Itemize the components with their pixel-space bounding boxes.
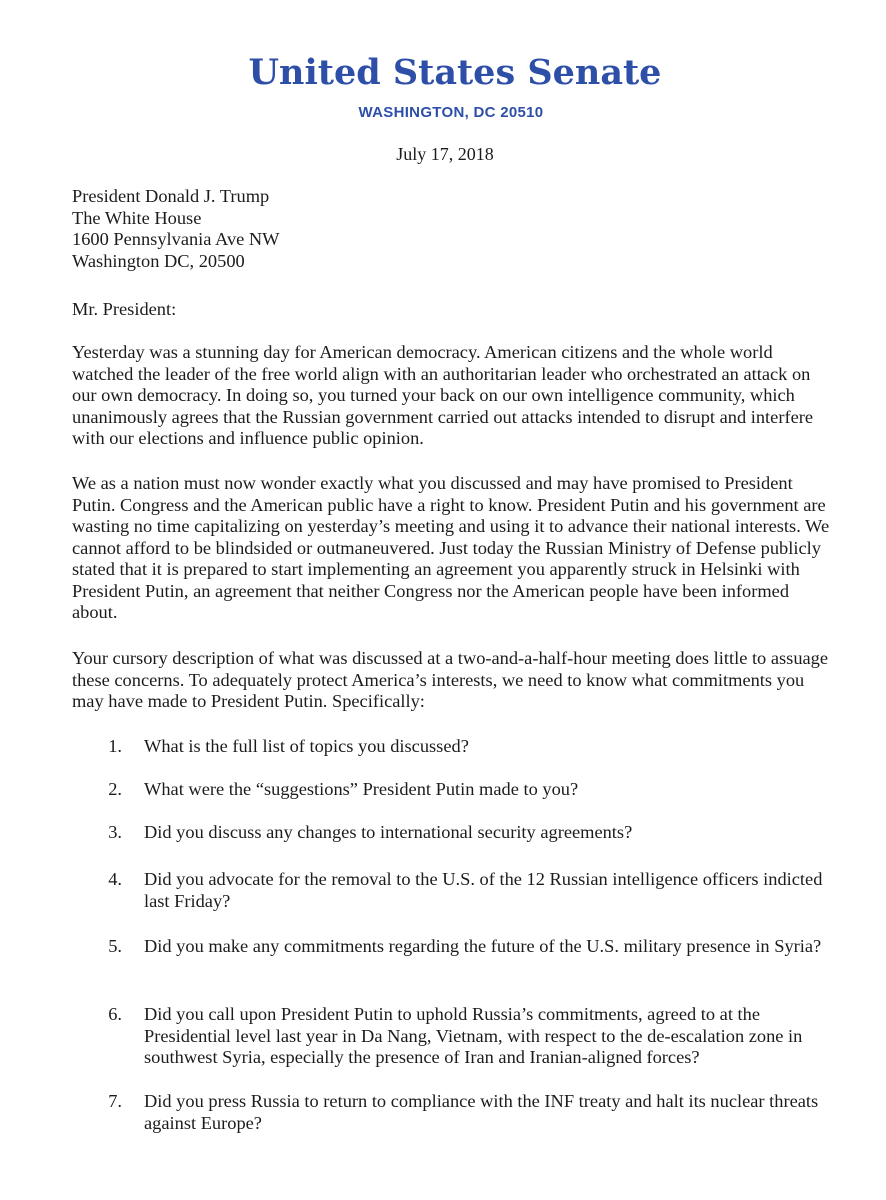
recipient-name: President Donald J. Trump — [72, 186, 270, 206]
question-number: 1. — [108, 736, 122, 756]
letterhead-title: United States Senate — [248, 52, 662, 93]
question-text: Did you call upon President Putin to uphold Russia’s commitments, agreed to at the Presidential level last year in Da Nang, Vietnam, with respect to the de-escalation zone in southwest Syria, especially the presence of Iran and Iranian-aligned forces? — [144, 1004, 803, 1067]
question-number: 6. — [108, 1004, 122, 1024]
letter-date: July 17, 2018 — [396, 144, 494, 164]
question-number: 4. — [108, 869, 122, 889]
question-text: Did you advocate for the removal to the U.S. of the 12 Russian intelligence officers indicted last Friday? — [144, 869, 823, 911]
question-text: What were the “suggestions” President Putin made to you? — [144, 779, 579, 799]
salutation: Mr. President: — [72, 299, 177, 319]
question-number: 5. — [108, 936, 122, 956]
question-number: 7. — [108, 1091, 122, 1111]
recipient-address — [72, 186, 832, 272]
question-number: 2. — [108, 779, 122, 799]
paragraph-2: We as a nation must now wonder exactly what you discussed and may have promised to President Putin. Congress and the American public have a right to know. President Putin and his government are wasting no time capitalizing on yesterday’s meeting and using it to advance their national interests. We cannot afford to be blindsided or outmaneuvered. Just today the Russian Ministry of Defense publicly stated that it is prepared to start implementing an agreement you apparently struck in Helsinki with President Putin, an agreement that neither Congress nor the American people have been informed about. — [72, 473, 830, 622]
paragraph-1: Yesterday was a stunning day for American democracy. American citizens and the whole world watched the leader of the free world align with an authoritarian leader who orchestrated an attack on our own democracy. In doing so, you turned your back on our own intelligence community, which unanimously agrees that the Russian government carried out attacks intended to disrupt and interfere with our elections and influence public opinion. — [72, 342, 814, 448]
paragraph-3: Your cursory description of what was discussed at a two-and-a-half-hour meeting does little to assuage these concerns. To adequately protect America’s interests, we need to know what commitments you may have made to President Putin. Specifically: — [72, 648, 829, 711]
question-text: What is the full list of topics you discussed? — [144, 736, 469, 756]
question-number: 3. — [108, 822, 122, 842]
recipient-line2: 1600 Pennsylvania Ave NW — [72, 229, 280, 249]
recipient-line3: Washington DC, 20500 — [72, 250, 245, 271]
question-text: Did you discuss any changes to international security agreements? — [144, 822, 633, 842]
question-text: Did you make any commitments regarding the future of the U.S. military presence in Syria? — [144, 936, 822, 956]
question-text: Did you press Russia to return to compliance with the INF treaty and halt its nuclear threats against Europe? — [144, 1091, 819, 1133]
recipient-line1: The White House — [72, 207, 202, 228]
letterhead-address: WASHINGTON, DC 20510 — [358, 104, 544, 121]
